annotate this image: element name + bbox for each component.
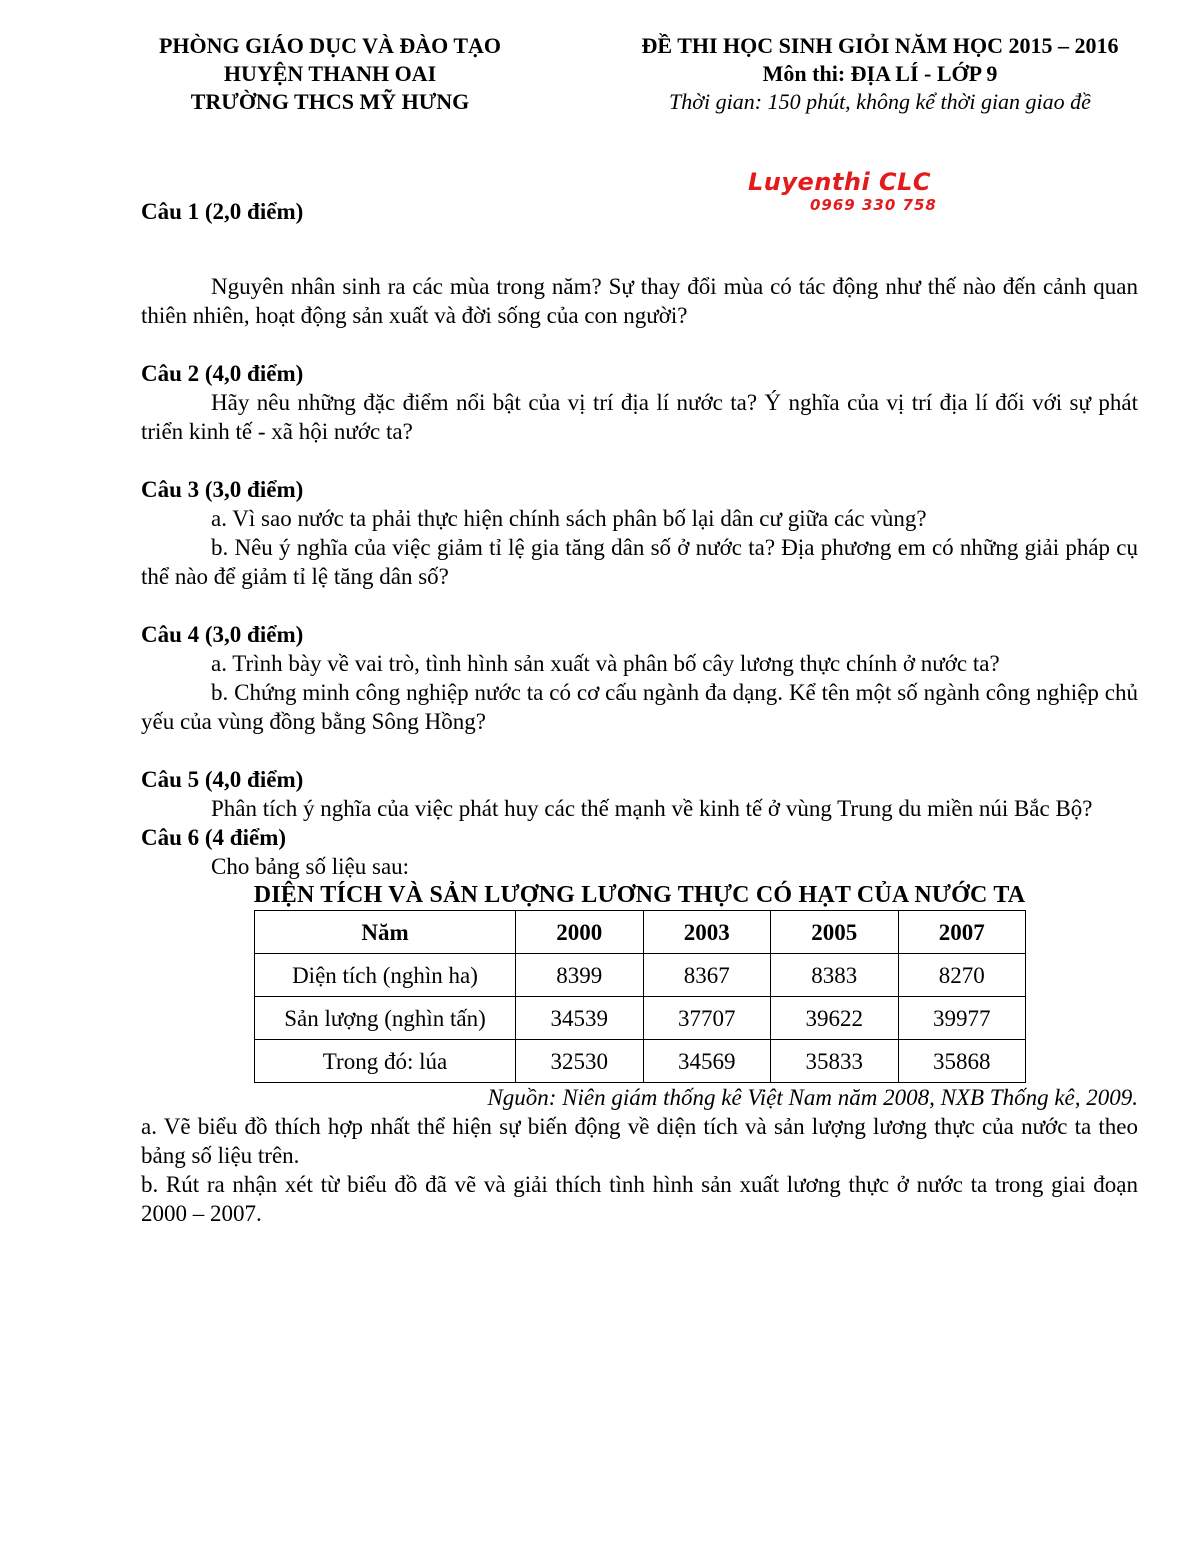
table-source: Nguồn: Niên giám thống kê Việt Nam năm 2008, NXB Thống kê, 2009. [487,1085,1138,1110]
table-row [255,954,1026,997]
table-cell: Diện tích (nghìn ha) [255,954,516,997]
table-cell: 8367 [643,954,771,997]
header-district: HUYỆN THANH OAI [223,61,437,86]
table-row [255,997,1026,1040]
table-header-cell: 2007 [898,911,1026,954]
exam-title: ĐỀ THI HỌC SINH GIỎI NĂM HỌC 2015 – 2016 [641,33,1119,58]
table-cell: 37707 [643,997,771,1040]
table-header-cell: 2003 [643,911,771,954]
question-1-text: Nguyên nhân sinh ra các mùa trong năm? Sự thay đổi mùa có tác động như thế nào đến cảnh quan thiên nhiên, hoạt động sản xuất và đời sống của con người? [141,274,1138,328]
table-cell: Trong đó: lúa [255,1040,516,1083]
question-5-text: Phân tích ý nghĩa của việc phát huy các thế mạnh về kinh tế ở vùng Trung du miền núi Bắc Bộ? [211,796,1093,821]
question-3a: a. Vì sao nước ta phải thực hiện chính sách phân bố lại dân cư giữa các vùng? [211,506,927,531]
table-header-cell: 2005 [771,911,899,954]
exam-body [141,197,1138,1228]
table-cell: 39622 [771,997,899,1040]
table-header-cell: 2000 [516,911,644,954]
table-cell: 34539 [516,997,644,1040]
data-table [254,910,1026,1083]
question-4-title: Câu 4 (3,0 điểm) [141,622,304,647]
logo-name: Luyenthi CLC [748,168,932,196]
question-6a: a. Vẽ biểu đồ thích hợp nhất thể hiện sự biến động về diện tích và sản lượng lương thực của nước ta theo bảng số liệu trên. [141,1114,1138,1168]
logo-phone: 0969 330 758 [810,196,937,214]
table-cell: Sản lượng (nghìn tấn) [255,997,516,1040]
question-2-text: Hãy nêu những đặc điểm nổi bật của vị trí địa lí nước ta? Ý nghĩa của vị trí địa lí đối với sự phát triển kinh tế - xã hội nước ta? [141,390,1138,444]
table-header-cell: Năm [255,911,516,954]
question-1-title: Câu 1 (2,0 điểm) [141,199,304,224]
table-header-row [255,911,1026,954]
table-row [255,1040,1026,1083]
table-title: DIỆN TÍCH VÀ SẢN LƯỢNG LƯƠNG THỰC CÓ HẠT CỦA NƯỚC TA [253,882,1026,908]
exam-time: Thời gian: 150 phút, không kể thời gian giao đề [669,89,1091,114]
table-cell: 35833 [771,1040,899,1083]
header-department: PHÒNG GIÁO DỤC VÀ ĐÀO TẠO [158,33,502,58]
question-2-title: Câu 2 (4,0 điểm) [141,361,304,386]
question-4b: b. Chứng minh công nghiệp nước ta có cơ cấu ngành đa dạng. Kể tên một số ngành công nghiệp chủ yếu của vùng đồng bằng Sông Hồng? [141,680,1138,734]
table-cell: 32530 [516,1040,644,1083]
question-3-title: Câu 3 (3,0 điểm) [141,477,304,502]
question-5-title: Câu 5 (4,0 điểm) [141,767,304,792]
table-cell: 34569 [643,1040,771,1083]
exam-subject: Môn thi: ĐỊA LÍ - LỚP 9 [762,61,998,86]
question-6-intro: Cho bảng số liệu sau: [211,854,410,879]
table-cell: 8270 [898,954,1026,997]
table-cell: 8399 [516,954,644,997]
question-6b: b. Rút ra nhận xét từ biểu đồ đã vẽ và giải thích tình hình sản xuất lương thực ở nước ta trong giai đoạn 2000 – 2007. [141,1172,1138,1226]
question-4a: a. Trình bày về vai trò, tình hình sản xuất và phân bố cây lương thực chính ở nước ta? [211,651,1000,676]
question-6-title: Câu 6 (4 điểm) [141,825,287,850]
table-cell: 8383 [771,954,899,997]
table-cell: 39977 [898,997,1026,1040]
question-3b: b. Nêu ý nghĩa của việc giảm tỉ lệ gia tăng dân số ở nước ta? Địa phương em có những giải pháp cụ thể nào để giảm tỉ lệ tăng dân số? [141,535,1138,589]
table-cell: 35868 [898,1040,1026,1083]
header-school: TRƯỜNG THCS MỸ HƯNG [190,89,470,114]
